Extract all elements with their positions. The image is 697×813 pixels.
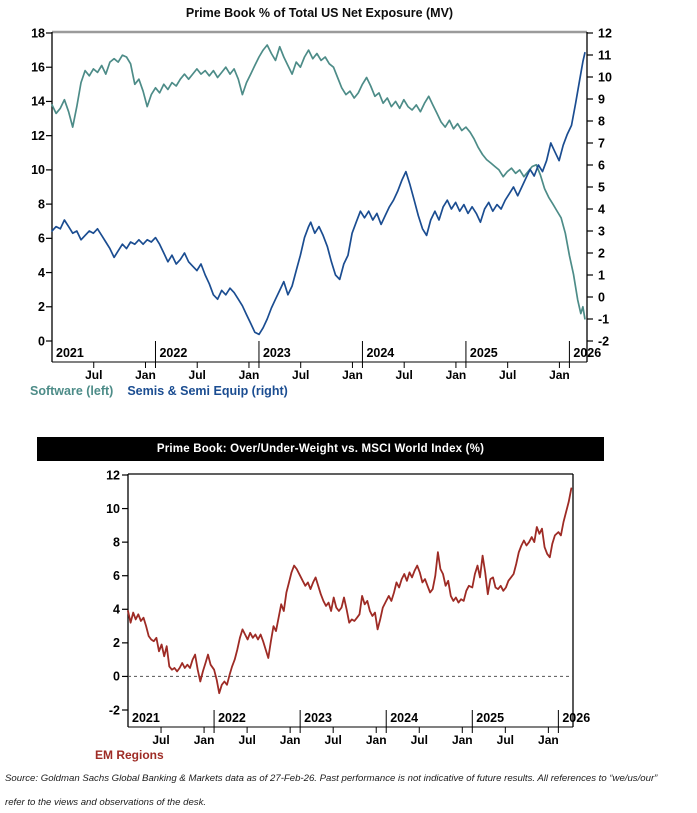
month-label: Jan [342, 368, 363, 382]
year-label: 2025 [469, 346, 498, 360]
right-axis-tick-label: 11 [598, 48, 612, 63]
left-axis-tick-label: 8 [38, 197, 45, 212]
left-axis-tick-label: -2 [108, 703, 120, 718]
month-label: Jan [451, 733, 473, 747]
legend-software: Software (left) [30, 384, 114, 398]
series-line-semis-semi-equip-right [52, 53, 585, 335]
left-axis-tick-label: 2 [38, 300, 45, 315]
year-label: 2023 [304, 711, 332, 725]
footnote-line-2: refer to the views and observations of the desk. [5, 797, 207, 808]
left-axis-tick-label: 8 [113, 535, 120, 550]
right-axis-tick-label: 3 [598, 224, 605, 239]
right-axis-tick-label: 8 [598, 114, 605, 129]
month-label: Jul [498, 368, 517, 382]
left-axis-tick-label: 12 [106, 468, 120, 483]
month-label: Jan [549, 368, 570, 382]
month-label: Jan [445, 368, 467, 382]
month-label: Jan [135, 368, 156, 382]
year-label: 2026 [573, 346, 602, 360]
month-label: Jan [365, 733, 387, 747]
right-axis-tick-label: 6 [598, 158, 605, 173]
left-axis-tick-label: 6 [38, 231, 45, 246]
month-label: Jan [279, 733, 301, 747]
right-axis-tick-label: 2 [598, 246, 605, 261]
left-axis-tick-label: 18 [31, 26, 45, 41]
left-axis-tick-label: 6 [113, 569, 120, 584]
left-axis-tick-label: 10 [31, 163, 45, 178]
right-axis-tick-label: -2 [598, 334, 610, 349]
year-label: 2024 [366, 346, 395, 360]
legend-semis: Semis & Semi Equip (right) [127, 384, 288, 398]
month-label: Jul [292, 368, 310, 382]
left-axis-tick-label: 14 [31, 94, 45, 109]
footnote-line-1: Source: Goldman Sachs Global Banking & Markets data as of 27-Feb-26. Past performance is not indicative of future results. All references to “we/us/our” [5, 773, 658, 784]
bottom-chart-title-bar [37, 437, 604, 461]
year-label: 2026 [562, 711, 591, 725]
left-axis-tick-label: 10 [106, 501, 120, 516]
left-axis-tick-label: 12 [31, 128, 45, 143]
month-label: Jul [395, 368, 413, 382]
left-axis-tick-label: 4 [113, 602, 120, 617]
month-label: Jan [538, 733, 559, 747]
right-axis-tick-label: 1 [598, 268, 605, 283]
bottom-chart-title: Prime Book: Over/Under-Weight vs. MSCI World Index (%) [156, 443, 485, 455]
left-axis-tick-label: 4 [38, 265, 45, 280]
left-axis-tick-label: 2 [113, 636, 120, 651]
right-axis-tick-label: 0 [598, 290, 605, 305]
left-axis-tick-label: 0 [113, 669, 120, 684]
year-label: 2023 [262, 346, 291, 360]
year-label: 2022 [159, 346, 188, 360]
source-footnote [5, 773, 695, 813]
left-axis-tick-label: 0 [38, 334, 45, 349]
year-label: 2024 [390, 711, 419, 725]
month-label: Jan [238, 368, 260, 382]
right-axis-tick-label: 12 [598, 26, 612, 41]
bottom-chart-legend [95, 748, 164, 762]
right-axis-tick-label: 4 [598, 202, 605, 217]
month-label: Jul [152, 733, 170, 747]
top-chart-legend [30, 384, 288, 398]
right-axis-tick-label: 9 [598, 92, 605, 107]
series-line-em-regions [128, 488, 571, 693]
right-axis-tick-label: 5 [598, 180, 605, 195]
series-line-software-left [52, 45, 585, 319]
legend-em-regions: EM Regions [95, 748, 164, 762]
year-label: 2025 [476, 711, 505, 725]
left-axis-tick-label: 16 [31, 60, 45, 75]
month-label: Jul [496, 733, 515, 747]
right-axis-tick-label: -1 [598, 312, 610, 327]
month-label: Jul [238, 733, 256, 747]
year-label: 2021 [132, 711, 160, 725]
year-label: 2021 [56, 346, 84, 360]
year-label: 2022 [218, 711, 246, 725]
top-chart-title: Prime Book % of Total US Net Exposure (MV) [185, 6, 454, 20]
month-label: Jan [193, 733, 215, 747]
right-axis-tick-label: 10 [598, 70, 612, 85]
month-label: Jul [188, 368, 206, 382]
month-label: Jul [324, 733, 342, 747]
right-axis-tick-label: 7 [598, 136, 605, 151]
month-label: Jul [410, 733, 428, 747]
month-label: Jul [85, 368, 103, 382]
